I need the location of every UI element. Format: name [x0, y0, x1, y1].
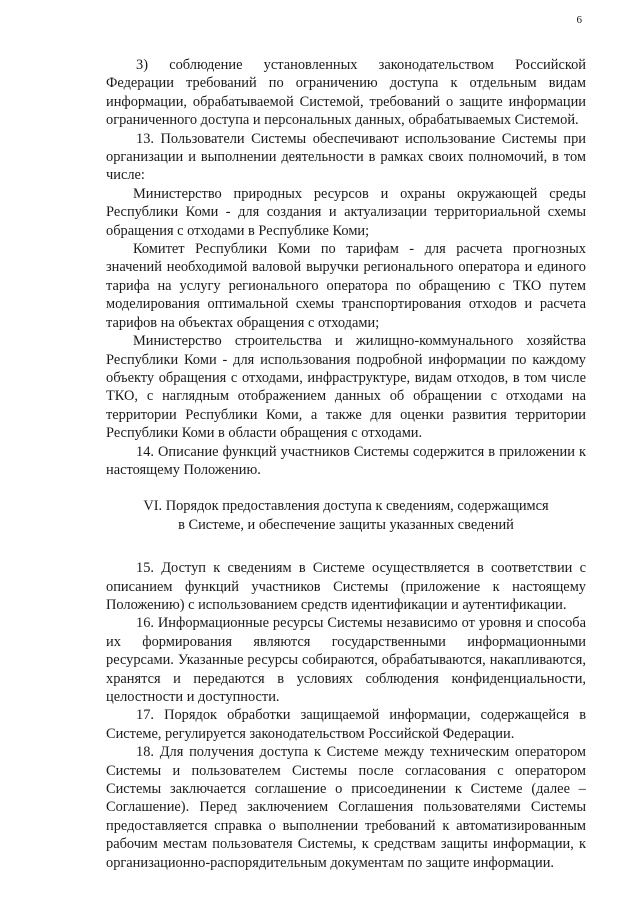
paragraph-ministry-natural-resources: Министерство природных ресурсов и охраны окружающей среды Республики Коми - для создания и актуализации территориальной схемы обращения с отходами в Республике Коми; [106, 185, 586, 239]
paragraph-15: 15. Доступ к сведениям в Системе осуществляется в соответствии с описанием функций участников Системы (приложение к настоящему Положению) с использованием средств идентификации и аутентификации. [106, 560, 586, 613]
paragraph-13: 13. Пользователи Системы обеспечивают использование Системы при организации и выполнении деятельности в рамках своих полномочий, в том числе: [106, 130, 586, 184]
section-heading-line-1: VI. Порядок предоставления доступа к сведениям, содержащимся [143, 498, 549, 515]
paragraph-17: 17. Порядок обработки защищаемой информации, содержащейся в Системе, регулируется законодательством Российской Федерации. [106, 707, 586, 742]
document-body [106, 56, 586, 872]
paragraph-14: 14. Описание функций участников Системы содержится в приложении к настоящему Положению. [106, 443, 586, 478]
section-heading-line-2: в Системе, и обеспечение защиты указанных сведений [178, 516, 514, 533]
paragraph-18: 18. Для получения доступа к Системе между техническим оператором Системы и пользователем Системы после согласования с оператором Системы заключается соглашение о присоединении к Системе (далее – Соглашение). Перед заключением Соглашения пользователями Системы предоставляется справка о выполнении требований к автоматизированным рабочим местам пользователя Системы, к средствам защиты информации, к организационно-распорядительным документам по защите информации. [106, 744, 586, 871]
paragraph-tariff-committee: Комитет Республики Коми по тарифам - для расчета прогнозных значений необходимой валовой выручки регионального оператора и единого тарифа на услугу регионального оператора по обращению с ТКО путем моделирования оптимальной схемы транспортирования отходов и расчета тарифов на объектах обращения с отходами; [106, 241, 586, 331]
paragraph-ministry-construction: Министерство строительства и жилищно-коммунального хозяйства Республики Коми - для использования подробной информации по каждому объекту обращения с отходами, инфраструктуре, видам отходов, в том числе ТКО, с наглядным отображением данных об обращении с отходами на территории Республики Коми, а также для оценки развития территории Республики Коми в области обращения с отходами. [106, 333, 586, 442]
paragraph-item-3: 3) соблюдение установленных законодательством Российской Федерации требований по ограничению доступа к отдельным видам информации, обрабатываемой Системой, требований о защите информации ограниченного доступа и персональных данных, обрабатываемых Системой. [106, 57, 586, 129]
section-heading [106, 497, 586, 534]
paragraph-16: 16. Информационные ресурсы Системы независимо от уровня и способа их формирования являются государственными информационными ресурсами. Указанные ресурсы собираются, обрабатываются, накапливаются, хранятся и передаются в условиях соблюдения конфиденциальности, целостности и доступности. [106, 615, 586, 705]
page-number: 6 [576, 14, 582, 26]
